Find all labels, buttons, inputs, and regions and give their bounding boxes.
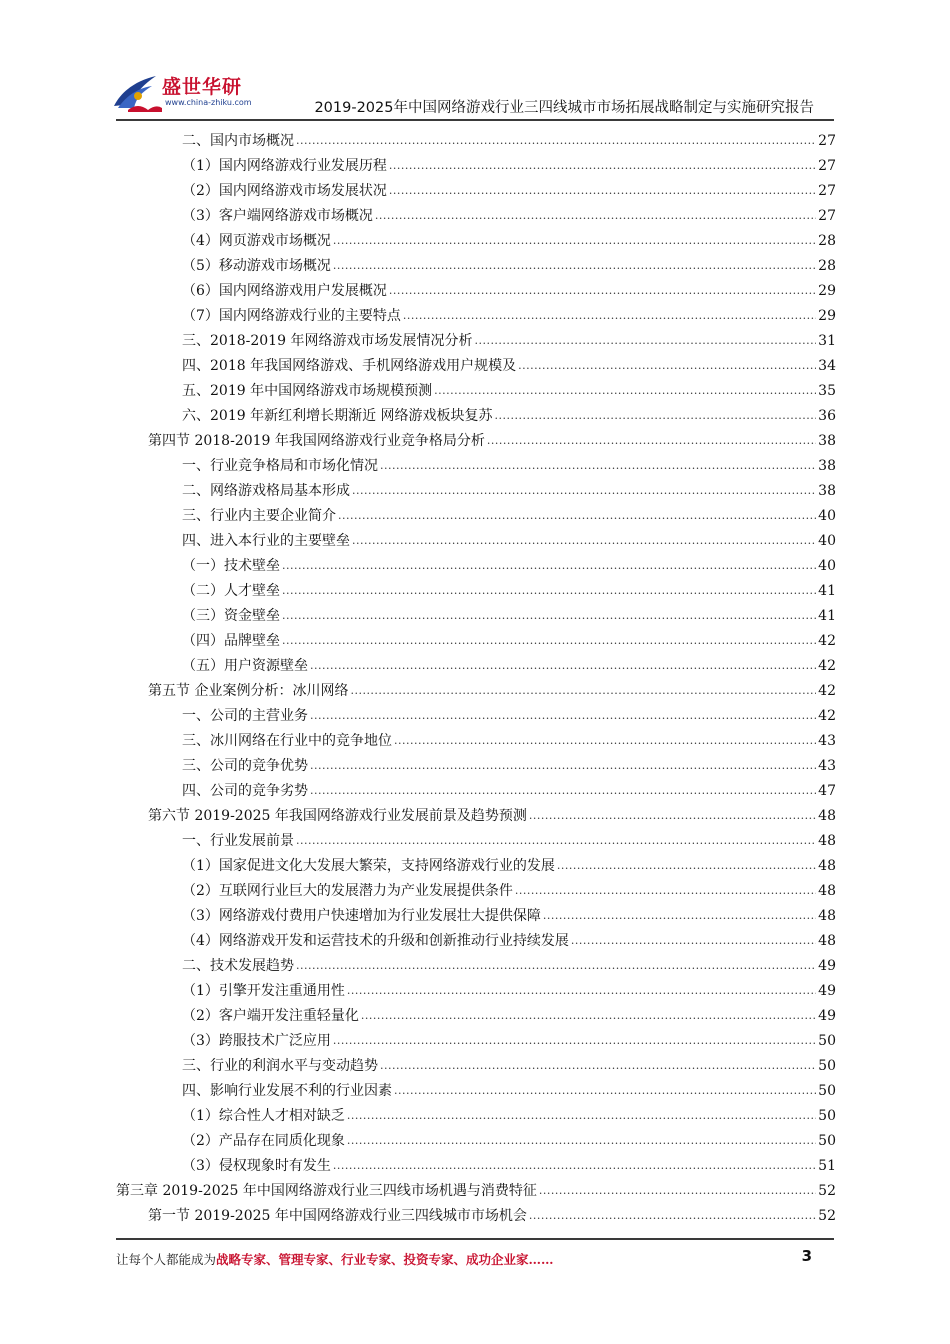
toc-entry-label: （3）侵权现象时有发生 — [182, 1158, 331, 1174]
toc-leader-dots — [347, 1106, 816, 1125]
toc-entry-label: （7）国内网络游戏行业的主要特点 — [182, 308, 401, 324]
toc-entry-page: 42 — [818, 633, 836, 649]
toc-entry-page: 38 — [818, 483, 836, 499]
toc-entry[interactable] — [182, 651, 836, 675]
toc-leader-dots — [347, 981, 816, 1000]
toc-entry-page: 38 — [818, 433, 836, 449]
page-number: 3 — [801, 1247, 812, 1265]
toc-entry-label: （一）技术壁垒 — [182, 558, 280, 574]
toc-entry[interactable] — [182, 1026, 836, 1050]
toc-entry[interactable] — [182, 726, 836, 750]
toc-entry[interactable] — [182, 1076, 836, 1100]
toc-leader-dots — [310, 781, 816, 800]
toc-entry[interactable] — [182, 626, 836, 650]
logo-text: 盛世华研 — [162, 76, 243, 98]
toc-leader-dots — [338, 506, 816, 525]
toc-entry[interactable] — [182, 501, 836, 525]
toc-entry[interactable] — [182, 776, 836, 800]
toc-leader-dots — [474, 331, 816, 350]
toc-entry[interactable] — [182, 251, 836, 275]
toc-entry-page: 48 — [818, 858, 836, 874]
toc-entry-label: （1）引擎开发注重通用性 — [182, 983, 345, 999]
toc-entry-label: 五、2019 年中国网络游戏市场规模预测 — [182, 383, 433, 399]
header-divider — [116, 119, 834, 121]
toc-entry[interactable] — [182, 151, 836, 175]
toc-leader-dots — [529, 1206, 816, 1225]
toc-entry-page: 38 — [818, 458, 836, 474]
toc-leader-dots — [375, 206, 816, 225]
toc-entry-label: （6）国内网络游戏用户发展概况 — [182, 283, 387, 299]
toc-entry-page: 48 — [818, 833, 836, 849]
toc-leader-dots — [380, 456, 816, 475]
brand-logo — [108, 66, 250, 112]
toc-entry-page: 42 — [818, 708, 836, 724]
toc-entry[interactable] — [182, 326, 836, 350]
toc-entry-label: （2）产品存在同质化现象 — [182, 1133, 345, 1149]
report-title: 2019-2025年中国网络游戏行业三四线城市市场拓展战略制定与实施研究报告 — [314, 100, 814, 116]
toc-entry[interactable] — [182, 926, 836, 950]
toc-entry-page: 41 — [818, 608, 836, 624]
toc-entry-label: （四）品牌壁垒 — [182, 633, 280, 649]
toc-entry-label: （3）网络游戏付费用户快速增加为行业发展壮大提供保障 — [182, 908, 541, 924]
toc-entry[interactable] — [182, 176, 836, 200]
toc-entry[interactable] — [182, 751, 836, 775]
toc-entry[interactable] — [182, 976, 836, 1000]
toc-entry[interactable] — [182, 701, 836, 725]
toc-entry-label: （2）客户端开发注重轻量化 — [182, 1008, 359, 1024]
toc-entry[interactable] — [182, 376, 836, 400]
toc-leader-dots — [495, 406, 817, 425]
toc-entry-label: 二、技术发展趋势 — [182, 958, 294, 974]
toc-entry[interactable] — [116, 1176, 836, 1200]
toc-leader-dots — [282, 581, 816, 600]
toc-entry-label: 一、行业竞争格局和市场化情况 — [182, 458, 378, 474]
toc-entry-label: 三、行业内主要企业简介 — [182, 508, 336, 524]
toc-entry-label: 三、行业的利润水平与变动趋势 — [182, 1058, 378, 1074]
toc-leader-dots — [557, 856, 816, 875]
toc-leader-dots — [296, 956, 816, 975]
toc-entry-label: （4）网络游戏开发和运营技术的升级和创新推动行业持续发展 — [182, 933, 569, 949]
toc-entry-page: 49 — [818, 1008, 836, 1024]
logo-url: www.china-zhiku.com — [165, 98, 252, 107]
toc-leader-dots — [333, 256, 816, 275]
toc-entry-label: 一、行业发展前景 — [182, 833, 294, 849]
toc-entry-page: 47 — [818, 783, 836, 799]
toc-entry-page: 40 — [818, 508, 836, 524]
toc-entry[interactable] — [182, 276, 836, 300]
toc-leader-dots — [394, 731, 816, 750]
toc-entry-label: （5）移动游戏市场概况 — [182, 258, 331, 274]
toc-leader-dots — [389, 181, 816, 200]
toc-entry-label: 二、网络游戏格局基本形成 — [182, 483, 350, 499]
toc-entry-page: 29 — [818, 283, 836, 299]
toc-entry-page: 50 — [818, 1133, 836, 1149]
toc-entry[interactable] — [148, 676, 836, 700]
toc-entry[interactable] — [182, 826, 836, 850]
toc-entry-label: 四、公司的竞争劣势 — [182, 783, 308, 799]
footer-slogan — [116, 1250, 554, 1268]
toc-entry-page: 48 — [818, 883, 836, 899]
toc-entry-page: 52 — [818, 1208, 836, 1224]
toc-entry-page: 28 — [818, 258, 836, 274]
toc-leader-dots — [310, 756, 816, 775]
toc-entry-page: 40 — [818, 533, 836, 549]
toc-entry-page: 43 — [818, 733, 836, 749]
toc-leader-dots — [333, 1031, 816, 1050]
toc-entry[interactable] — [182, 951, 836, 975]
toc-leader-dots — [352, 531, 816, 550]
toc-leader-dots — [389, 281, 816, 300]
toc-entry[interactable] — [182, 1151, 836, 1175]
toc-entry-page: 34 — [818, 358, 836, 374]
toc-leader-dots — [529, 806, 816, 825]
toc-entry-page: 48 — [818, 908, 836, 924]
toc-entry[interactable] — [182, 1126, 836, 1150]
toc-entry-label: 第四节 2018-2019 年我国网络游戏行业竞争格局分析 — [148, 433, 485, 449]
toc-entry[interactable] — [182, 351, 836, 375]
toc-entry-page: 28 — [818, 233, 836, 249]
toc-entry[interactable] — [182, 1001, 836, 1025]
toc-entry-label: （三）资金壁垒 — [182, 608, 280, 624]
toc-entry-label: （2）国内网络游戏市场发展状况 — [182, 183, 387, 199]
toc-entry-page: 41 — [818, 583, 836, 599]
toc-entry-label: （1）国家促进文化大发展大繁荣，支持网络游戏行业的发展 — [182, 858, 555, 874]
toc-leader-dots — [389, 156, 816, 175]
toc-entry-label: 四、2018 年我国网络游戏、手机网络游戏用户规模及 — [182, 358, 517, 374]
toc-leader-dots — [571, 931, 816, 950]
toc-entry[interactable] — [182, 551, 836, 575]
toc-entry-label: （4）网页游戏市场概况 — [182, 233, 331, 249]
toc-entry-label: （1）综合性人才相对缺乏 — [182, 1108, 345, 1124]
toc-entry-label: 三、冰川网络在行业中的竞争地位 — [182, 733, 392, 749]
toc-leader-dots — [361, 1006, 816, 1025]
toc-entry-page: 50 — [818, 1083, 836, 1099]
toc-entry[interactable] — [182, 1051, 836, 1075]
toc-entry-label: （二）人才壁垒 — [182, 583, 280, 599]
toc-leader-dots — [403, 306, 816, 325]
toc-entry-label: （五）用户资源壁垒 — [182, 658, 308, 674]
footer-divider — [116, 1238, 834, 1240]
toc-entry-page: 27 — [818, 208, 836, 224]
toc-entry[interactable] — [182, 126, 836, 150]
toc-entry[interactable] — [182, 601, 836, 625]
toc-entry-page: 52 — [818, 1183, 836, 1199]
toc-entry-label: （1）国内网络游戏行业发展历程 — [182, 158, 387, 174]
toc-entry-page: 50 — [818, 1058, 836, 1074]
toc-entry-page: 29 — [818, 308, 836, 324]
toc-leader-dots — [333, 231, 816, 250]
toc-entry-page: 27 — [818, 158, 836, 174]
toc-entry[interactable] — [182, 526, 836, 550]
toc-entry[interactable] — [182, 901, 836, 925]
toc-entry-page: 48 — [818, 808, 836, 824]
toc-entry-page: 27 — [818, 133, 836, 149]
toc-entry-label: 第一节 2019-2025 年中国网络游戏行业三四线城市市场机会 — [148, 1208, 527, 1224]
toc-entry-label: （2）互联网行业巨大的发展潜力为产业发展提供条件 — [182, 883, 513, 899]
toc-entry[interactable] — [148, 1201, 836, 1225]
toc-entry-label: 一、公司的主营业务 — [182, 708, 308, 724]
toc-leader-dots — [394, 1081, 816, 1100]
toc-entry[interactable] — [182, 851, 836, 875]
toc-entry-label: 二、国内市场概况 — [182, 133, 294, 149]
toc-entry-page: 42 — [818, 683, 836, 699]
toc-entry[interactable] — [182, 876, 836, 900]
toc-leader-dots — [282, 606, 816, 625]
toc-entry-page: 50 — [818, 1033, 836, 1049]
toc-entry-page: 51 — [818, 1158, 836, 1174]
toc-leader-dots — [333, 1156, 816, 1175]
toc-leader-dots — [282, 631, 816, 650]
toc-leader-dots — [352, 481, 816, 500]
toc-entry[interactable] — [182, 226, 836, 250]
toc-leader-dots — [296, 131, 816, 150]
toc-entry-page: 43 — [818, 758, 836, 774]
toc-entry-page: 49 — [818, 983, 836, 999]
toc-entry[interactable] — [182, 476, 836, 500]
toc-leader-dots — [350, 681, 816, 700]
toc-leader-dots — [282, 556, 816, 575]
toc-leader-dots — [310, 706, 816, 725]
toc-entry[interactable] — [182, 201, 836, 225]
toc-entry-page: 42 — [818, 658, 836, 674]
toc-leader-dots — [518, 356, 816, 375]
toc-entry-label: （3）客户端网络游戏市场概况 — [182, 208, 373, 224]
toc-entry[interactable] — [182, 401, 836, 425]
toc-entry[interactable] — [182, 576, 836, 600]
toc-entry[interactable] — [182, 1101, 836, 1125]
toc-leader-dots — [296, 831, 816, 850]
toc-entry-label: 四、影响行业发展不利的行业因素 — [182, 1083, 392, 1099]
toc-leader-dots — [539, 1181, 816, 1200]
toc-entry[interactable] — [182, 301, 836, 325]
toc-entry-label: 三、2018-2019 年网络游戏市场发展情况分析 — [182, 333, 473, 349]
toc-leader-dots — [515, 881, 816, 900]
toc-entry[interactable] — [148, 426, 836, 450]
toc-entry[interactable] — [182, 451, 836, 475]
toc-leader-dots — [380, 1056, 816, 1075]
toc-entry-page: 31 — [818, 333, 836, 349]
toc-entry-page: 40 — [818, 558, 836, 574]
footer-slogan-highlight: 战略专家、管理专家、行业专家、投资专家、成功企业家…… — [216, 1252, 554, 1267]
toc-entry-label: （3）跨服技术广泛应用 — [182, 1033, 331, 1049]
footer-slogan-prefix: 让每个人都能成为 — [116, 1252, 217, 1267]
toc-leader-dots — [543, 906, 816, 925]
toc-leader-dots — [487, 431, 816, 450]
toc-leader-dots — [434, 381, 816, 400]
toc-entry-label: 第三章 2019-2025 年中国网络游戏行业三四线市场机遇与消费特征 — [116, 1183, 537, 1199]
toc-entry-label: 六、2019 年新红利增长期渐近 网络游戏板块复苏 — [182, 408, 493, 424]
toc-entry-page: 35 — [818, 383, 836, 399]
toc-leader-dots — [310, 656, 816, 675]
toc-entry-page: 48 — [818, 933, 836, 949]
toc-entry-page: 50 — [818, 1108, 836, 1124]
toc-entry-page: 36 — [818, 408, 836, 424]
book-logo-icon — [108, 66, 164, 112]
toc-entry-label: 四、进入本行业的主要壁垒 — [182, 533, 350, 549]
toc-entry-page: 27 — [818, 183, 836, 199]
toc-entry-label: 第六节 2019-2025 年我国网络游戏行业发展前景及趋势预测 — [148, 808, 527, 824]
toc-entry-page: 49 — [818, 958, 836, 974]
toc-entry[interactable] — [148, 801, 836, 825]
toc-leader-dots — [347, 1131, 816, 1150]
toc-entry-label: 第五节 企业案例分析：冰川网络 — [148, 683, 349, 699]
toc-entry-label: 三、公司的竞争优势 — [182, 758, 308, 774]
